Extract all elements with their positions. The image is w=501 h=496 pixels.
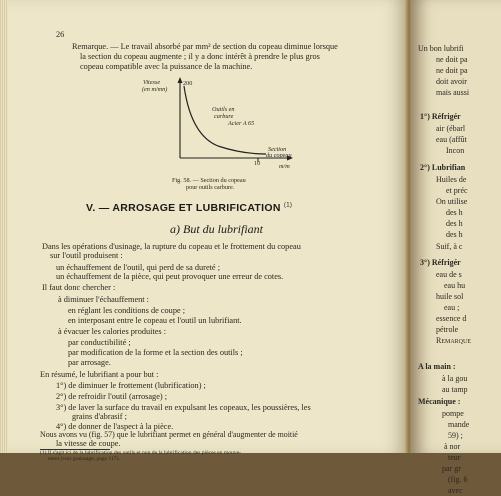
- body-line-13: En résumé, le lubrifiant a pour but :: [40, 370, 159, 379]
- figure-caption-line-2: pour outils carbure.: [186, 184, 235, 191]
- body-line-4: un échauffement de la pièce, qui peut provoquer une erreur de cotes.: [56, 272, 284, 281]
- body-line-18: 4°) de donner de l'aspect à la pièce.: [56, 422, 174, 431]
- curve-label-line-1: Outils en: [212, 106, 235, 113]
- right-line-4: doit avoir: [436, 77, 467, 86]
- right-line-24: pétrole: [436, 325, 459, 334]
- curve-label-line-2: carbure: [214, 113, 234, 120]
- curve-label-line-3: Acier A 65: [228, 120, 255, 127]
- body-line-10: par conductibilité ;: [68, 338, 131, 347]
- subsection-title: a) But du lubrifiant: [170, 222, 263, 236]
- right-line-18: 3°) Réfrigér: [420, 258, 461, 267]
- body-line-12: par arrosage.: [68, 358, 111, 367]
- right-line-32: 59) ;: [448, 431, 463, 440]
- right-line-26: A la main :: [418, 362, 456, 371]
- right-line-28: au tamp: [442, 385, 468, 394]
- remark-line-1: Remarque. — Le travail absorbé par mm² de section du copeau diminue lorsque: [72, 42, 338, 51]
- right-line-8: eau (affût: [436, 135, 467, 144]
- y-label-line-1: Vitesse: [143, 79, 161, 86]
- body-line-6: à diminuer l'échauffement :: [58, 295, 149, 304]
- section-note-ref: (1): [283, 202, 293, 209]
- page-number: 26: [56, 30, 65, 39]
- x-label-line-1: Section: [268, 146, 287, 153]
- right-line-31: mande: [448, 420, 470, 429]
- body-line-16: 3°) de laver la surface du travail en expulsant les copeaux, les poussières, les: [56, 403, 311, 412]
- body-line-15: 2°) de refroidir l'outil (arrosage) ;: [56, 392, 168, 401]
- right-line-15: des h: [446, 219, 463, 228]
- body-line-2: sur l'outil produisent :: [50, 251, 123, 260]
- right-line-21: huile sol: [436, 292, 464, 301]
- body-line-5: Il faut donc chercher :: [42, 283, 116, 292]
- right-line-36: (fig. 6: [448, 475, 468, 484]
- y-tick-label: 200: [183, 80, 193, 87]
- right-line-22: eau ;: [444, 303, 460, 312]
- body-line-17: grains d'abrasif ;: [72, 412, 127, 421]
- section-title: [86, 202, 292, 214]
- y-axis-arrow: [178, 77, 183, 83]
- right-line-12: et préc: [446, 186, 468, 195]
- footnote-line-1: (1) Il s'agit ici de la lubrification des outils et non de la lubrification des pièces en mouve-: [40, 450, 241, 456]
- page-edge-stack: [0, 0, 8, 453]
- y-label-line-2: (en m/mn): [142, 86, 168, 93]
- right-line-23: essence d: [436, 314, 467, 323]
- right-line-13: On utilise: [436, 197, 468, 206]
- right-line-14: des h: [446, 208, 463, 217]
- right-line-1: Un bon lubrifi: [418, 44, 464, 53]
- x-label-line-2: du copeau: [266, 152, 292, 159]
- right-line-7: air (ébarl: [436, 124, 466, 133]
- body-line-9: à évacuer les calories produites :: [58, 327, 167, 336]
- right-line-29: Mécanique :: [418, 397, 461, 406]
- right-line-37: avec: [448, 486, 463, 495]
- right-line-5: mais aussi: [436, 88, 470, 97]
- right-line-35: par gr: [442, 464, 461, 473]
- section-title-text: V. — ARROSAGE ET LUBRIFICATION: [86, 202, 281, 214]
- body-line-14: 1°) de diminuer le frottement (lubrification) ;: [56, 381, 206, 390]
- remark-line-3: copeau compatible avec la puissance de la machine.: [80, 62, 253, 71]
- body-line-7: en réglant les conditions de coupe ;: [68, 306, 186, 315]
- right-line-9: Incon: [446, 146, 465, 155]
- right-line-20: eau hu: [444, 281, 466, 290]
- right-line-10: 2°) Lubrifian: [420, 163, 466, 172]
- right-line-25: Remarque: [436, 336, 472, 345]
- right-line-33: à nor: [444, 442, 461, 451]
- body-line-1: Dans les opérations d'usinage, la rupture du copeau et le frottement du copeau: [42, 242, 301, 251]
- footnote-line-2: ment (voir graissage, page 117).: [48, 456, 120, 462]
- right-line-27: à la gou: [442, 374, 468, 383]
- x-label-line-3: m/m: [279, 163, 290, 170]
- right-line-30: pompe: [442, 409, 464, 418]
- body-line-8: en interposant entre le copeau et l'outil un lubrifiant.: [68, 316, 242, 325]
- x-tick-label: 10: [254, 160, 261, 167]
- right-line-19: eau de s: [436, 270, 462, 279]
- right-line-16: des h: [446, 230, 463, 239]
- figure-caption-line-1: Fig. 58. — Section du copeau: [172, 177, 246, 184]
- remark-line-2: la section du copeau augmente ; il y a donc intérêt à prendre le plus gros: [80, 52, 320, 61]
- right-line-2: ne doit pa: [436, 55, 468, 64]
- right-page: [412, 0, 501, 495]
- right-line-34: teur: [448, 453, 461, 462]
- right-line-11: Huiles de: [436, 175, 467, 184]
- right-line-3: ne doit pa: [436, 66, 468, 75]
- right-line-6: 1°) Réfrigér: [420, 112, 461, 121]
- right-line-17: Suif, à c: [436, 242, 463, 251]
- body-line-19: Nous avons vu (fig. 57) que le lubrifiant permet en général d'augmenter de moitié: [40, 430, 298, 439]
- body-line-11: par modification de la forme et la section des outils ;: [68, 348, 243, 357]
- body-line-3: un échauffement de l'outil, qui perd de sa dureté ;: [56, 263, 220, 272]
- body-line-20: la vitesse de coupe.: [56, 439, 121, 448]
